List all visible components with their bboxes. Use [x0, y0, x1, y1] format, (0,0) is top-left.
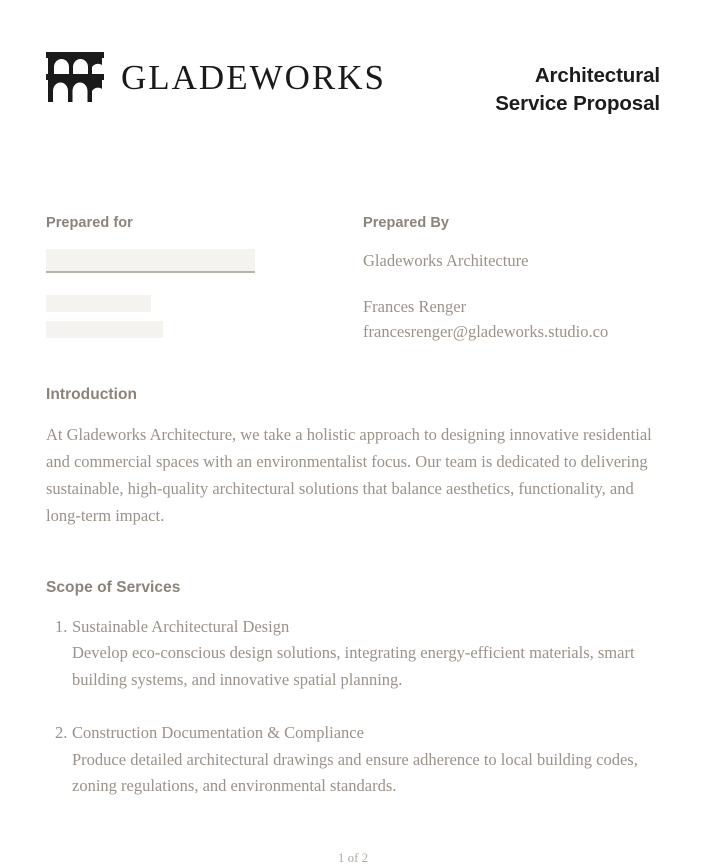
- brand-wordmark: GLADEWORKS: [121, 57, 386, 97]
- document-header: [46, 0, 660, 119]
- prepared-for-column: [46, 215, 363, 345]
- scope-item-heading: Sustainable Architectural Design: [72, 616, 290, 636]
- scope-item-body: [72, 720, 660, 800]
- document-title-line-1: Architectural: [534, 64, 660, 87]
- scope-item-body: [72, 614, 660, 694]
- introduction-section: [46, 386, 660, 530]
- scope-section: [46, 579, 660, 800]
- document-title: [495, 52, 660, 119]
- prepared-for-label: Prepared for: [46, 214, 133, 231]
- scope-item-description: Produce detailed architectural drawings and ensure adherence to local building codes, zoning regulations, and environmental standards.: [72, 749, 638, 796]
- client-name-input[interactable]: [46, 249, 255, 273]
- document-title-line-2: Service Proposal: [495, 92, 660, 116]
- page-indicator: 1 of 2: [337, 850, 369, 865]
- scope-item-number: 2.: [55, 722, 68, 742]
- introduction-heading: Introduction: [46, 385, 137, 403]
- prepared-by-label: Prepared By: [363, 214, 449, 231]
- client-detail-placeholder-1[interactable]: [46, 295, 151, 312]
- preparer-spacer: [363, 273, 680, 295]
- introduction-body: At Gladeworks Architecture, we take a holistic approach to designing innovative residential and commercial spaces with an environmentalist focus. Our team is dedicated to delivering sustainable, high-quality architectural solutions that balance aesthetics, functionality, and long-term impact.: [46, 424, 652, 526]
- preparer-contact-email: francesrenger@gladeworks.studio.co: [363, 322, 609, 342]
- scope-item-heading: Construction Documentation & Compliance: [72, 722, 364, 742]
- scope-item-number: 1.: [55, 616, 68, 636]
- aqueduct-arches-icon: [46, 52, 104, 102]
- scope-item-description: Develop eco-conscious design solutions, integrating energy-efficient materials, smart building systems, and innovative spatial planning.: [72, 643, 635, 690]
- parties-section: [46, 215, 660, 345]
- prepared-by-column: [363, 215, 680, 345]
- list-item: [46, 720, 660, 800]
- preparer-company: Gladeworks Architecture: [363, 250, 529, 270]
- scope-list: [46, 614, 660, 800]
- brand-lockup: [46, 52, 386, 102]
- client-detail-placeholder-2[interactable]: [46, 321, 163, 338]
- list-item: [46, 614, 660, 694]
- scope-heading: Scope of Services: [46, 578, 181, 596]
- preparer-contact-name: Frances Renger: [363, 297, 467, 317]
